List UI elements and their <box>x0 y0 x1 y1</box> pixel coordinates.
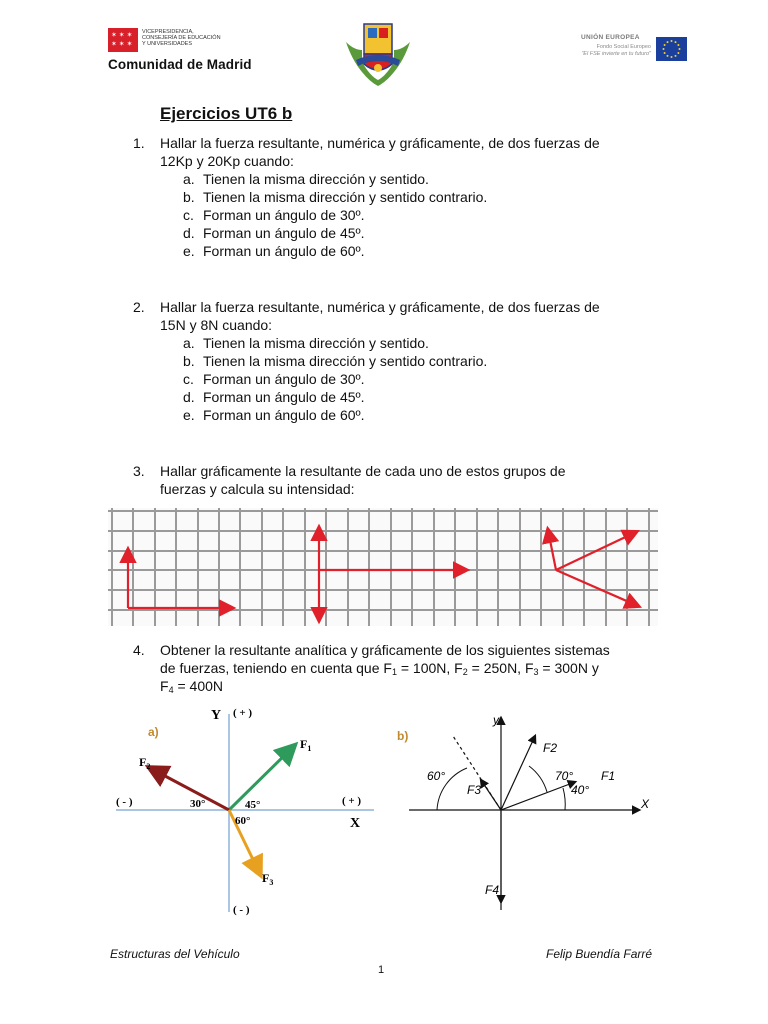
exercise-2-number: 2. <box>133 299 145 315</box>
f3-label: F3 <box>467 783 482 797</box>
diagram-b-label: b) <box>397 729 409 743</box>
angle-60-label: 60° <box>235 815 251 827</box>
f3-label: $F_3$ <box>262 871 274 887</box>
list-item: Tienen la misma dirección y sentido. <box>203 335 429 351</box>
angle-arc-40 <box>563 788 565 810</box>
list-item: Forman un ángulo de 60º. <box>203 407 365 423</box>
list-item-letter: e. <box>183 407 195 423</box>
angle-45-label: 45° <box>245 799 261 811</box>
exercise-3-text: Hallar gráficamente la resultante de cada uno de estos grupos de <box>160 463 566 479</box>
list-item: Tienen la misma dirección y sentido contrario. <box>203 353 488 369</box>
exercise-4-text-cont: de fuerzas, teniendo en cuenta que $F_1 = 100N$, $F_2 = 250N$, $F_3 = 300N$ y <box>160 660 599 677</box>
f4-label: F4 <box>485 883 500 897</box>
exercise-4-forces-line: $F_4 = 400N$ <box>160 678 224 695</box>
force-f1-arrow <box>229 746 294 810</box>
madrid-name: Comunidad de Madrid <box>108 57 252 72</box>
diagram-a-label: a) <box>148 725 159 739</box>
x-minus-label: ( - ) <box>116 796 133 808</box>
x-axis-label: X <box>350 816 361 831</box>
list-item-letter: d. <box>183 225 195 241</box>
list-item-letter: c. <box>183 371 194 387</box>
angle-40-label: 40° <box>571 783 590 797</box>
force-f3-line <box>481 780 501 810</box>
list-item: Tienen la misma dirección y sentido contrario. <box>203 189 488 205</box>
list-item: Forman un ángulo de 30º. <box>203 207 365 223</box>
madrid-department-text: VICEPRESIDENCIA, CONSEJERÍA DE EDUCACIÓN Y UNIVERSIDADES <box>142 29 221 47</box>
list-item-letter: c. <box>183 207 194 223</box>
x-plus-label: ( + ) <box>342 795 362 807</box>
exercise-3-text-cont: fuerzas y calcula su intensidad: <box>160 481 355 497</box>
list-item-letter: b. <box>183 353 195 369</box>
x-axis-label: X <box>641 797 650 811</box>
y-axis-label: Y <box>211 708 222 723</box>
list-item-letter: b. <box>183 189 195 205</box>
f1-label: F1 <box>601 769 616 783</box>
exercise-3-number: 3. <box>133 463 145 479</box>
list-item-letter: a. <box>183 335 195 351</box>
eu-title: UNIÓN EUROPEA <box>581 34 640 41</box>
school-crest-icon <box>342 20 414 90</box>
f2-label: F2 <box>543 741 558 755</box>
exercise-2-text-cont: 15N y 8N cuando: <box>160 317 273 333</box>
force-diagram-b <box>395 702 655 920</box>
exercise-4-text: Obtener la resultante analítica y gráficamente de los siguientes sistemas <box>160 642 610 658</box>
list-item-letter: d. <box>183 389 195 405</box>
exercise-1-number: 1. <box>133 135 145 151</box>
angle-70-label: 70° <box>555 769 574 783</box>
angle-30-label: 30° <box>190 798 206 810</box>
y-plus-label: ( + ) <box>233 707 253 719</box>
f2-label: $F_2$ <box>139 755 151 771</box>
page-number: 1 <box>378 964 385 976</box>
y-minus-label: ( - ) <box>233 904 250 916</box>
exercise-1-text-cont: 12Kp y 20Kp cuando: <box>160 153 294 169</box>
footer-course-name: Estructuras del Vehículo <box>110 947 240 961</box>
exercise-4-number: 4. <box>133 642 145 658</box>
list-item: Forman un ángulo de 45º. <box>203 225 365 241</box>
exercise-2-text: Hallar la fuerza resultante, numérica y gráficamente, de dos fuerzas de <box>160 299 600 315</box>
angle-60-label: 60° <box>427 769 446 783</box>
eu-flag-icon <box>656 37 687 61</box>
y-axis-label: y <box>493 713 499 727</box>
list-item: Forman un ángulo de 60º. <box>203 243 365 259</box>
angle-arc-70 <box>529 766 547 792</box>
list-item-letter: a. <box>183 171 195 187</box>
list-item: Tienen la misma dirección y sentido. <box>203 171 429 187</box>
exercise-1-text: Hallar la fuerza resultante, numérica y gráficamente, de dos fuerzas de <box>160 135 600 151</box>
madrid-flag-icon: ✶ ✶ ✶ ✶ ✶ ✶ <box>108 28 138 52</box>
force-grid-figure <box>108 508 658 626</box>
list-item: Forman un ángulo de 30º. <box>203 371 365 387</box>
comunidad-madrid-logo <box>108 28 278 76</box>
f1-label: $F_1$ <box>300 737 312 753</box>
force-diagram-a <box>112 702 382 920</box>
list-item: Forman un ángulo de 45º. <box>203 389 365 405</box>
page-title: Ejercicios UT6 b <box>160 104 293 123</box>
eu-fund-text: Fondo Social Europeo "El FSE invierte en tu futuro" <box>581 44 651 57</box>
list-item-letter: e. <box>183 243 195 259</box>
footer-author: Felip Buendía Farré <box>546 947 653 961</box>
eu-logo <box>555 34 690 64</box>
